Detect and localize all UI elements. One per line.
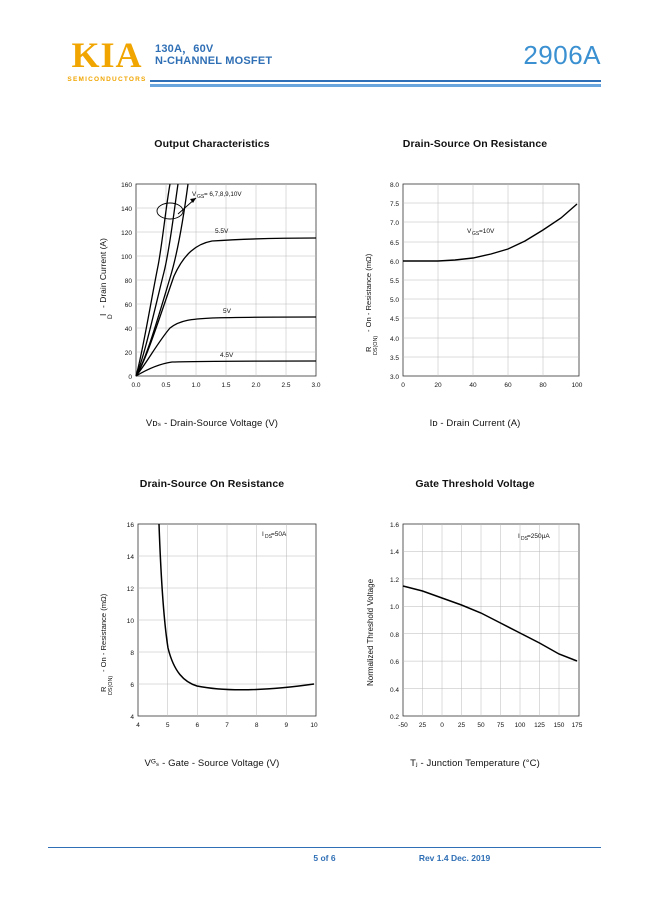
svg-text:25: 25 [457,722,466,729]
plot-area [92,496,332,751]
svg-text:60: 60 [124,302,132,309]
svg-text:R: R [364,346,373,352]
svg-text:125: 125 [534,722,545,729]
svg-text:- Drain Current (A): - Drain Current (A) [98,238,108,308]
svg-text:8: 8 [130,650,134,657]
svg-text:100: 100 [571,382,583,389]
svg-text:1.2: 1.2 [389,577,399,584]
svg-text:DS(ON): DS(ON) [373,335,379,355]
svg-text:10: 10 [310,722,318,729]
plot-area [355,156,595,411]
svg-text:25: 25 [418,722,427,729]
svg-text:2.0: 2.0 [251,382,261,389]
brand-logo [52,36,162,83]
svg-text:6.5: 6.5 [389,240,399,247]
svg-text:6: 6 [130,682,134,689]
svg-text:0.0: 0.0 [131,382,141,389]
svg-text:- On - Resistance (mΩ): - On - Resistance (mΩ) [99,593,108,672]
svg-text:=50A: =50A [271,531,287,538]
svg-text:16: 16 [126,522,134,529]
svg-text:6: 6 [195,722,200,729]
svg-text:20: 20 [434,382,442,389]
svg-text:7.0: 7.0 [389,220,399,227]
svg-text:5.0: 5.0 [389,297,399,304]
svg-text:I: I [262,531,264,538]
svg-text:120: 120 [121,230,132,237]
svg-text:4: 4 [130,714,134,721]
svg-text:1.0: 1.0 [389,604,399,611]
svg-text:1.4: 1.4 [389,549,399,556]
svg-text:Normalized Threshold Voltage: Normalized Threshold Voltage [366,578,375,686]
header-rule-top [150,80,601,82]
logo-subtitle: SEMICONDUCTORS [67,76,147,83]
footer-revision: Rev 1.4 Dec. 2019 [418,853,491,863]
svg-text:=250µA: =250µA [527,533,550,540]
svg-text:0.6: 0.6 [389,659,399,666]
output-characteristics-plot [92,156,332,406]
svg-text:14: 14 [126,554,134,561]
svg-text:100: 100 [514,722,526,729]
svg-text:GS: GS [472,231,480,237]
svg-text:9: 9 [284,722,289,729]
svg-text:2.5: 2.5 [281,382,291,389]
svg-text:8.0: 8.0 [389,182,399,189]
chart-on-resistance-vs-vgs [92,478,332,769]
svg-text:40: 40 [469,382,477,389]
svg-text:DS: DS [265,534,272,540]
svg-text:5: 5 [165,722,170,729]
chart-title: Gate Threshold Voltage [415,478,535,490]
svg-text:7: 7 [225,722,229,729]
svg-text:DS: DS [521,536,528,542]
plot-area [355,496,595,751]
svg-text:0: 0 [128,374,132,381]
svg-text:10: 10 [126,618,134,625]
chart-on-resistance-vs-id [355,138,595,429]
chart-gate-threshold-voltage [355,478,595,769]
plot-area [92,156,332,411]
svg-text:6.0: 6.0 [389,259,399,266]
svg-text:160: 160 [121,182,132,189]
svg-text:8: 8 [254,722,259,729]
on-resistance-vs-id-plot [355,156,595,406]
svg-text:I: I [518,533,520,540]
footer-rule [48,847,601,848]
svg-text:80: 80 [539,382,547,389]
svg-text:D: D [107,314,114,319]
chart-title: Drain-Source On Resistance [139,478,285,490]
svg-text:V: V [192,191,197,198]
page-header [0,0,649,110]
svg-text:0.2: 0.2 [389,714,399,721]
gate-threshold-voltage-plot [355,496,595,746]
header-rule-bottom [150,84,601,87]
chart-output-characteristics [92,138,332,429]
svg-text:50: 50 [477,722,485,729]
chart-xlabel: Iᴅ - Drain Current (A) [429,418,521,429]
svg-text:175: 175 [571,722,583,729]
svg-text:4.0: 4.0 [389,336,399,343]
svg-text:0.8: 0.8 [389,632,399,639]
svg-text:4.5: 4.5 [389,316,399,323]
svg-text:80: 80 [124,278,132,285]
svg-text:1.6: 1.6 [389,522,399,529]
on-resistance-vs-vgs-plot [92,496,332,746]
svg-text:I: I [98,313,108,316]
part-number: 2906A [523,40,601,70]
chart-title: Output Characteristics [154,138,270,150]
svg-text:75: 75 [496,722,505,729]
svg-text:5.5: 5.5 [389,278,399,285]
svg-text:- On - Resistance (mΩ): - On - Resistance (mΩ) [364,253,373,332]
svg-text:140: 140 [121,206,132,213]
svg-text:DS(ON): DS(ON) [108,675,114,695]
svg-text:5V: 5V [223,308,231,315]
chart-xlabel: Vᴅₛ - Drain-Source Voltage (V) [145,418,279,429]
svg-text:V: V [467,228,472,235]
logo-text: KIA [71,35,143,75]
svg-text:= 6,7,8,9,10V: = 6,7,8,9,10V [204,191,242,198]
svg-text:0: 0 [440,722,444,729]
spec-line-2: N-CHANNEL MOSFET [155,55,273,67]
svg-text:3.0: 3.0 [389,374,399,381]
svg-text:3.5: 3.5 [389,355,399,362]
svg-text:4.5V: 4.5V [220,352,234,359]
svg-text:7.5: 7.5 [389,201,399,208]
chart-xlabel: Vᴳₛ - Gate - Source Voltage (V) [144,758,280,769]
svg-text:150: 150 [553,722,565,729]
svg-text:R: R [99,686,108,692]
svg-text:0.4: 0.4 [389,687,399,694]
svg-text:20: 20 [124,350,132,357]
svg-text:1.5: 1.5 [221,382,231,389]
svg-text:0.5: 0.5 [161,382,171,389]
svg-text:3.0: 3.0 [311,382,321,389]
svg-text:=10V: =10V [479,228,495,235]
svg-text:0: 0 [401,382,405,389]
svg-text:4: 4 [136,722,140,729]
svg-text:GS: GS [197,194,205,200]
chart-xlabel: Tⱼ - Junction Temperature (°C) [410,758,540,769]
svg-text:1.0: 1.0 [191,382,201,389]
chart-title: Drain-Source On Resistance [402,138,548,150]
svg-text:100: 100 [121,254,132,261]
footer-page-number: 5 of 6 [313,853,336,863]
svg-text:-50: -50 [398,722,408,729]
svg-text:5.5V: 5.5V [215,228,229,235]
svg-text:40: 40 [124,326,132,333]
spec-line-1: 130A，60V [155,43,214,55]
svg-text:60: 60 [504,382,512,389]
svg-text:12: 12 [126,586,134,593]
